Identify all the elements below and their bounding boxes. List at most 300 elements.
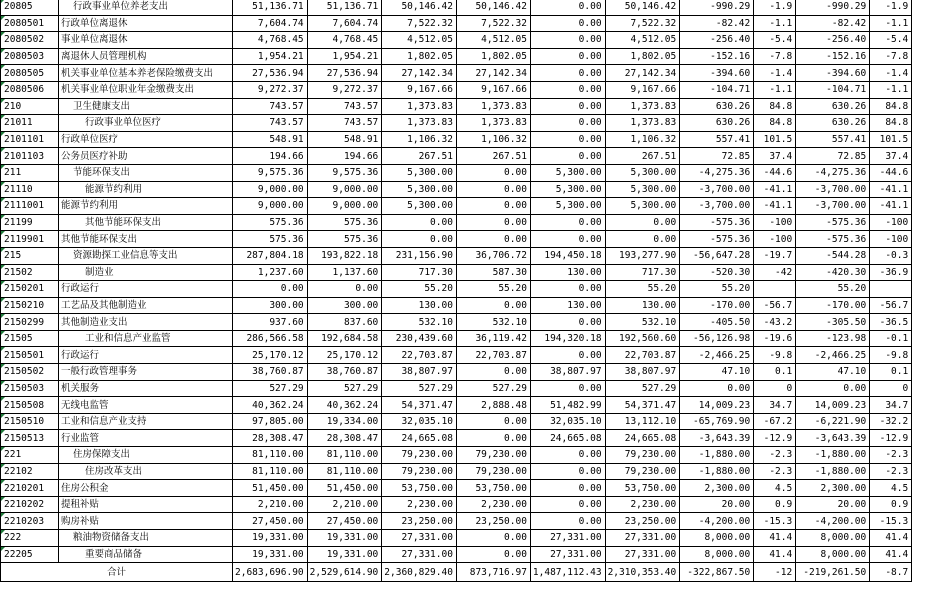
cell-value[interactable]: 40,362.24 xyxy=(307,397,382,414)
cell-value[interactable]: 101.5 xyxy=(754,131,796,148)
cell-name[interactable]: 行政事业单位医疗 xyxy=(59,115,233,132)
cell-value[interactable]: 97,805.00 xyxy=(233,413,308,430)
cell-value[interactable]: -6,221.90 xyxy=(796,413,870,430)
cell-code[interactable]: 2210202 xyxy=(1,496,59,513)
cell-code[interactable]: 21011 xyxy=(1,115,59,132)
cell-value[interactable]: 9,000.00 xyxy=(307,198,382,215)
cell-code[interactable]: 2101103 xyxy=(1,148,59,165)
cell-value[interactable]: 47.10 xyxy=(680,364,754,381)
cell-value[interactable]: 14,009.23 xyxy=(680,397,754,414)
cell-value[interactable]: 1,106.32 xyxy=(382,131,457,148)
cell-value[interactable]: 7,522.32 xyxy=(456,15,530,32)
cell-name[interactable]: 卫生健康支出 xyxy=(59,98,233,115)
cell-value[interactable]: 38,807.97 xyxy=(530,364,605,381)
cell-value[interactable]: 527.29 xyxy=(233,380,308,397)
cell-value[interactable]: 548.91 xyxy=(307,131,382,148)
cell-value[interactable]: -152.16 xyxy=(796,48,870,65)
cell-value[interactable]: 81,110.00 xyxy=(307,447,382,464)
total-value[interactable]: 2,683,696.90 xyxy=(233,563,308,582)
cell-value[interactable]: 0.00 xyxy=(530,115,605,132)
cell-value[interactable]: -19.7 xyxy=(754,247,796,264)
cell-name[interactable]: 其他节能环保支出 xyxy=(59,214,233,231)
cell-value[interactable]: 79,230.00 xyxy=(605,447,680,464)
cell-value[interactable]: 27,536.94 xyxy=(307,65,382,82)
cell-value[interactable]: 0.00 xyxy=(456,231,530,248)
cell-value[interactable]: -4,200.00 xyxy=(680,513,754,530)
cell-value[interactable]: 1,373.83 xyxy=(456,115,530,132)
cell-value[interactable]: -56,647.28 xyxy=(680,247,754,264)
cell-value[interactable]: 1,106.32 xyxy=(456,131,530,148)
cell-value[interactable]: 0.00 xyxy=(530,98,605,115)
cell-value[interactable]: -2,466.25 xyxy=(680,347,754,364)
cell-value[interactable]: 27,536.94 xyxy=(233,65,308,82)
cell-value[interactable]: 28,308.47 xyxy=(307,430,382,447)
cell-name[interactable]: 工业和信息产业监管 xyxy=(59,330,233,347)
cell-value[interactable]: -104.71 xyxy=(680,81,754,98)
cell-code[interactable]: 21199 xyxy=(1,214,59,231)
cell-name[interactable]: 资源勘探工业信息等支出 xyxy=(59,247,233,264)
cell-code[interactable]: 2150513 xyxy=(1,430,59,447)
cell-value[interactable]: 53,750.00 xyxy=(605,480,680,497)
cell-name[interactable]: 节能环保支出 xyxy=(59,164,233,181)
cell-value[interactable]: -36.5 xyxy=(870,314,912,331)
cell-value[interactable]: 557.41 xyxy=(796,131,870,148)
cell-value[interactable]: 79,230.00 xyxy=(456,463,530,480)
cell-value[interactable]: 0.00 xyxy=(456,297,530,314)
cell-value[interactable]: 5,300.00 xyxy=(382,181,457,198)
cell-value[interactable]: 5,300.00 xyxy=(530,164,605,181)
cell-value[interactable]: 19,331.00 xyxy=(233,530,308,547)
cell-value[interactable]: 0.00 xyxy=(382,231,457,248)
cell-value[interactable]: 27,331.00 xyxy=(530,530,605,547)
cell-value[interactable]: -575.36 xyxy=(796,231,870,248)
cell-value[interactable]: 575.36 xyxy=(307,231,382,248)
cell-value[interactable]: 0.00 xyxy=(530,231,605,248)
cell-value[interactable]: 532.10 xyxy=(605,314,680,331)
cell-value[interactable]: 5,300.00 xyxy=(605,181,680,198)
cell-code[interactable]: 211 xyxy=(1,164,59,181)
cell-value[interactable]: -3,700.00 xyxy=(680,198,754,215)
cell-value[interactable]: 51,136.71 xyxy=(233,0,308,15)
cell-value[interactable]: 0.00 xyxy=(530,32,605,49)
cell-value[interactable]: -575.36 xyxy=(680,214,754,231)
cell-name[interactable]: 机关服务 xyxy=(59,380,233,397)
cell-value[interactable]: -305.50 xyxy=(796,314,870,331)
cell-value[interactable]: 532.10 xyxy=(382,314,457,331)
cell-code[interactable]: 2150201 xyxy=(1,281,59,298)
cell-value[interactable]: -3,643.39 xyxy=(680,430,754,447)
cell-value[interactable]: -0.1 xyxy=(870,330,912,347)
cell-code[interactable]: 215 xyxy=(1,247,59,264)
cell-value[interactable]: 55.20 xyxy=(796,281,870,298)
cell-value[interactable]: 0.00 xyxy=(530,214,605,231)
cell-value[interactable]: 38,807.97 xyxy=(382,364,457,381)
cell-code[interactable]: 21110 xyxy=(1,181,59,198)
cell-value[interactable]: -15.3 xyxy=(870,513,912,530)
total-value[interactable]: 2,360,829.40 xyxy=(382,563,457,582)
cell-value[interactable]: -152.16 xyxy=(680,48,754,65)
cell-value[interactable]: 0.00 xyxy=(530,380,605,397)
cell-value[interactable]: 0.00 xyxy=(530,65,605,82)
cell-value[interactable]: 81,110.00 xyxy=(307,463,382,480)
cell-value[interactable]: 4,512.05 xyxy=(605,32,680,49)
total-value[interactable]: -8.7 xyxy=(870,563,912,582)
cell-value[interactable]: 0.00 xyxy=(530,347,605,364)
cell-value[interactable]: -3,700.00 xyxy=(796,181,870,198)
cell-value[interactable]: 527.29 xyxy=(605,380,680,397)
cell-value[interactable]: 192,560.60 xyxy=(605,330,680,347)
cell-value[interactable]: 575.36 xyxy=(233,214,308,231)
cell-value[interactable]: 0.00 xyxy=(605,214,680,231)
cell-value[interactable]: -544.28 xyxy=(796,247,870,264)
cell-value[interactable]: -44.6 xyxy=(754,164,796,181)
cell-value[interactable]: 575.36 xyxy=(307,214,382,231)
cell-value[interactable]: 130.00 xyxy=(530,297,605,314)
cell-value[interactable]: 55.20 xyxy=(456,281,530,298)
cell-value[interactable]: 28,308.47 xyxy=(233,430,308,447)
cell-value[interactable]: 1,802.05 xyxy=(456,48,530,65)
cell-value[interactable]: -100 xyxy=(754,214,796,231)
cell-value[interactable]: -43.2 xyxy=(754,314,796,331)
cell-value[interactable]: 7,522.32 xyxy=(605,15,680,32)
cell-value[interactable]: 0.1 xyxy=(754,364,796,381)
cell-value[interactable]: -170.00 xyxy=(680,297,754,314)
cell-value[interactable]: 38,760.87 xyxy=(233,364,308,381)
cell-value[interactable]: 937.60 xyxy=(233,314,308,331)
cell-value[interactable]: 1,373.83 xyxy=(605,98,680,115)
cell-value[interactable]: -1,880.00 xyxy=(680,463,754,480)
cell-value[interactable]: 9,000.00 xyxy=(233,198,308,215)
cell-value[interactable]: -56.7 xyxy=(870,297,912,314)
cell-value[interactable]: 231,156.90 xyxy=(382,247,457,264)
cell-value[interactable]: 79,230.00 xyxy=(605,463,680,480)
cell-code[interactable]: 2150503 xyxy=(1,380,59,397)
cell-value[interactable]: 27,331.00 xyxy=(605,530,680,547)
cell-value[interactable]: -82.42 xyxy=(796,15,870,32)
cell-value[interactable]: 81,110.00 xyxy=(233,463,308,480)
cell-value[interactable]: 9,167.66 xyxy=(605,81,680,98)
cell-value[interactable]: -100 xyxy=(870,214,912,231)
cell-value[interactable]: -65,769.90 xyxy=(680,413,754,430)
cell-value[interactable]: 130.00 xyxy=(530,264,605,281)
cell-code[interactable]: 222 xyxy=(1,530,59,547)
cell-code[interactable]: 2210203 xyxy=(1,513,59,530)
cell-value[interactable]: 0.9 xyxy=(754,496,796,513)
cell-value[interactable]: 0.00 xyxy=(530,496,605,513)
cell-value[interactable]: 193,822.18 xyxy=(307,247,382,264)
cell-value[interactable]: 0.00 xyxy=(530,447,605,464)
cell-value[interactable]: -82.42 xyxy=(680,15,754,32)
cell-code[interactable]: 2150501 xyxy=(1,347,59,364)
cell-value[interactable]: 27,450.00 xyxy=(233,513,308,530)
cell-value[interactable]: 22,703.87 xyxy=(382,347,457,364)
cell-name[interactable]: 机关事业单位职业年金缴费支出 xyxy=(59,81,233,98)
cell-value[interactable]: 0.00 xyxy=(530,480,605,497)
cell-value[interactable]: -256.40 xyxy=(796,32,870,49)
cell-name[interactable]: 行政单位离退休 xyxy=(59,15,233,32)
cell-value[interactable]: 5,300.00 xyxy=(382,164,457,181)
cell-value[interactable]: 19,331.00 xyxy=(307,546,382,563)
cell-name[interactable]: 提租补贴 xyxy=(59,496,233,513)
cell-value[interactable]: 1,373.83 xyxy=(456,98,530,115)
cell-value[interactable]: 557.41 xyxy=(680,131,754,148)
cell-value[interactable]: 51,450.00 xyxy=(307,480,382,497)
cell-value[interactable]: -36.9 xyxy=(870,264,912,281)
cell-value[interactable]: 41.4 xyxy=(754,530,796,547)
cell-code[interactable]: 221 xyxy=(1,447,59,464)
cell-value[interactable]: -2,466.25 xyxy=(796,347,870,364)
cell-value[interactable]: 2,300.00 xyxy=(680,480,754,497)
cell-value[interactable]: -1.1 xyxy=(870,81,912,98)
cell-value[interactable]: -5.4 xyxy=(754,32,796,49)
cell-value[interactable]: 20.00 xyxy=(796,496,870,513)
cell-value[interactable]: 55.20 xyxy=(382,281,457,298)
cell-value[interactable]: -1.9 xyxy=(754,0,796,15)
cell-name[interactable]: 住房改革支出 xyxy=(59,463,233,480)
cell-value[interactable]: 72.85 xyxy=(796,148,870,165)
cell-value[interactable]: 53,750.00 xyxy=(456,480,530,497)
cell-name[interactable]: 一般行政管理事务 xyxy=(59,364,233,381)
cell-value[interactable]: 0.00 xyxy=(530,15,605,32)
cell-value[interactable]: 0.00 xyxy=(456,430,530,447)
cell-name[interactable]: 购房补贴 xyxy=(59,513,233,530)
cell-value[interactable]: -394.60 xyxy=(796,65,870,82)
cell-value[interactable]: 7,604.74 xyxy=(307,15,382,32)
cell-value[interactable]: 14,009.23 xyxy=(796,397,870,414)
cell-value[interactable]: 230,439.60 xyxy=(382,330,457,347)
cell-value[interactable]: 47.10 xyxy=(796,364,870,381)
cell-value[interactable]: -19.6 xyxy=(754,330,796,347)
cell-name[interactable]: 行政事业单位养老支出 xyxy=(59,0,233,15)
cell-value[interactable]: -1.4 xyxy=(754,65,796,82)
cell-value[interactable]: -1.1 xyxy=(754,81,796,98)
cell-code[interactable]: 2150299 xyxy=(1,314,59,331)
cell-value[interactable]: 2,230.00 xyxy=(382,496,457,513)
cell-value[interactable]: -520.30 xyxy=(680,264,754,281)
cell-value[interactable]: 41.4 xyxy=(754,546,796,563)
cell-value[interactable]: 32,035.10 xyxy=(382,413,457,430)
cell-value[interactable]: 630.26 xyxy=(680,98,754,115)
cell-value[interactable]: 19,334.00 xyxy=(307,413,382,430)
cell-value[interactable]: 34.7 xyxy=(870,397,912,414)
cell-value[interactable]: -12.9 xyxy=(870,430,912,447)
cell-value[interactable]: 40,362.24 xyxy=(233,397,308,414)
cell-code[interactable]: 2080505 xyxy=(1,65,59,82)
cell-value[interactable]: 0.00 xyxy=(233,281,308,298)
cell-value[interactable]: 527.29 xyxy=(307,380,382,397)
cell-value[interactable]: -575.36 xyxy=(680,231,754,248)
cell-value[interactable]: 743.57 xyxy=(233,98,308,115)
cell-name[interactable]: 无线电监管 xyxy=(59,397,233,414)
cell-value[interactable]: 84.8 xyxy=(870,98,912,115)
cell-name[interactable]: 工业和信息产业支持 xyxy=(59,413,233,430)
cell-name[interactable]: 住房保障支出 xyxy=(59,447,233,464)
cell-value[interactable]: -170.00 xyxy=(796,297,870,314)
cell-value[interactable]: 743.57 xyxy=(307,98,382,115)
cell-value[interactable]: 4,512.05 xyxy=(456,32,530,49)
cell-value[interactable]: -104.71 xyxy=(796,81,870,98)
cell-value[interactable]: -41.1 xyxy=(870,198,912,215)
cell-code[interactable]: 2080501 xyxy=(1,15,59,32)
cell-value[interactable]: 19,331.00 xyxy=(233,546,308,563)
cell-value[interactable]: 0.00 xyxy=(382,214,457,231)
cell-value[interactable]: -394.60 xyxy=(680,65,754,82)
cell-value[interactable]: 84.8 xyxy=(754,115,796,132)
cell-value[interactable]: 0.00 xyxy=(456,364,530,381)
cell-value[interactable]: 2,230.00 xyxy=(605,496,680,513)
cell-value[interactable]: -9.8 xyxy=(870,347,912,364)
cell-value[interactable]: 9,272.37 xyxy=(307,81,382,98)
cell-value[interactable]: 4,512.05 xyxy=(382,32,457,49)
cell-value[interactable]: 13,112.10 xyxy=(605,413,680,430)
cell-value[interactable]: 41.4 xyxy=(870,530,912,547)
cell-name[interactable]: 机关事业单位基本养老保险缴费支出 xyxy=(59,65,233,82)
cell-value[interactable]: 51,482.99 xyxy=(530,397,605,414)
cell-name[interactable]: 行政运行 xyxy=(59,347,233,364)
cell-value[interactable]: -1.1 xyxy=(870,15,912,32)
cell-name[interactable]: 行业监管 xyxy=(59,430,233,447)
cell-name[interactable]: 工艺品及其他制造业 xyxy=(59,297,233,314)
cell-value[interactable]: 101.5 xyxy=(870,131,912,148)
cell-value[interactable]: -3,643.39 xyxy=(796,430,870,447)
cell-value[interactable]: 8,000.00 xyxy=(796,546,870,563)
cell-value[interactable]: 2,300.00 xyxy=(796,480,870,497)
cell-value[interactable]: 267.51 xyxy=(605,148,680,165)
cell-code[interactable]: 22102 xyxy=(1,463,59,480)
cell-value[interactable]: -41.1 xyxy=(870,181,912,198)
cell-value[interactable]: 79,230.00 xyxy=(382,463,457,480)
cell-name[interactable]: 能源节约利用 xyxy=(59,181,233,198)
cell-value[interactable]: 0.1 xyxy=(870,364,912,381)
cell-code[interactable]: 20805 xyxy=(1,0,59,15)
cell-value[interactable]: -9.8 xyxy=(754,347,796,364)
cell-value[interactable]: 7,522.32 xyxy=(382,15,457,32)
cell-value[interactable]: 5,300.00 xyxy=(605,198,680,215)
cell-value[interactable]: 36,119.42 xyxy=(456,330,530,347)
cell-value[interactable]: 9,575.36 xyxy=(233,164,308,181)
cell-value[interactable]: 8,000.00 xyxy=(680,530,754,547)
cell-value[interactable]: 32,035.10 xyxy=(530,413,605,430)
cell-value[interactable]: -1.1 xyxy=(754,15,796,32)
cell-value[interactable]: -3,700.00 xyxy=(796,198,870,215)
cell-value[interactable]: 50,146.42 xyxy=(605,0,680,15)
cell-value[interactable]: 0.00 xyxy=(307,281,382,298)
cell-value[interactable]: 27,331.00 xyxy=(530,546,605,563)
cell-value[interactable]: 267.51 xyxy=(456,148,530,165)
cell-value[interactable]: -2.3 xyxy=(754,447,796,464)
cell-name[interactable]: 其他节能环保支出 xyxy=(59,231,233,248)
cell-value[interactable]: 1,237.60 xyxy=(233,264,308,281)
cell-value[interactable]: -7.8 xyxy=(870,48,912,65)
cell-value[interactable]: 717.30 xyxy=(382,264,457,281)
cell-value[interactable]: -990.29 xyxy=(796,0,870,15)
cell-value[interactable]: -990.29 xyxy=(680,0,754,15)
cell-value[interactable]: 0.00 xyxy=(530,463,605,480)
cell-value[interactable]: 5,300.00 xyxy=(530,181,605,198)
cell-value[interactable]: 630.26 xyxy=(796,98,870,115)
cell-value[interactable]: 0.00 xyxy=(680,380,754,397)
cell-value[interactable]: 286,566.58 xyxy=(233,330,308,347)
cell-name[interactable]: 离退休人员管理机构 xyxy=(59,48,233,65)
cell-value[interactable]: -15.3 xyxy=(754,513,796,530)
cell-value[interactable]: 548.91 xyxy=(233,131,308,148)
cell-value[interactable]: 130.00 xyxy=(605,297,680,314)
cell-value[interactable]: 55.20 xyxy=(605,281,680,298)
cell-value[interactable]: 24,665.08 xyxy=(382,430,457,447)
cell-value[interactable]: 300.00 xyxy=(307,297,382,314)
cell-value[interactable]: 0.00 xyxy=(530,131,605,148)
cell-value[interactable]: 9,575.36 xyxy=(307,164,382,181)
cell-value[interactable]: 27,331.00 xyxy=(382,530,457,547)
cell-value[interactable]: 79,230.00 xyxy=(456,447,530,464)
cell-code[interactable]: 2210201 xyxy=(1,480,59,497)
cell-value[interactable]: 27,142.34 xyxy=(605,65,680,82)
cell-value[interactable]: 0.00 xyxy=(530,314,605,331)
cell-value[interactable]: 287,804.18 xyxy=(233,247,308,264)
cell-value[interactable]: -7.8 xyxy=(754,48,796,65)
cell-value[interactable]: 0.00 xyxy=(530,148,605,165)
cell-value[interactable]: 0.00 xyxy=(530,48,605,65)
cell-value[interactable]: 5,300.00 xyxy=(605,164,680,181)
cell-value[interactable]: -2.3 xyxy=(870,447,912,464)
cell-value[interactable]: 1,802.05 xyxy=(605,48,680,65)
cell-code[interactable]: 2150210 xyxy=(1,297,59,314)
cell-value[interactable]: 527.29 xyxy=(456,380,530,397)
cell-value[interactable]: 50,146.42 xyxy=(456,0,530,15)
cell-value[interactable]: 72.85 xyxy=(680,148,754,165)
cell-value[interactable]: 51,136.71 xyxy=(307,0,382,15)
cell-value[interactable]: 0.9 xyxy=(870,496,912,513)
total-value[interactable]: 1,487,112.43 xyxy=(530,563,605,582)
cell-value[interactable]: -56,126.98 xyxy=(680,330,754,347)
cell-value[interactable]: 81,110.00 xyxy=(233,447,308,464)
cell-value[interactable]: 41.4 xyxy=(870,546,912,563)
cell-code[interactable]: 2080502 xyxy=(1,32,59,49)
cell-value[interactable]: 2,230.00 xyxy=(456,496,530,513)
cell-value[interactable]: 193,277.90 xyxy=(605,247,680,264)
cell-name[interactable]: 重要商品储备 xyxy=(59,546,233,563)
cell-value[interactable]: 1,373.83 xyxy=(382,98,457,115)
cell-value[interactable]: 575.36 xyxy=(233,231,308,248)
cell-value[interactable]: 5,300.00 xyxy=(530,198,605,215)
cell-value[interactable]: 36,706.72 xyxy=(456,247,530,264)
cell-value[interactable]: 53,750.00 xyxy=(382,480,457,497)
cell-value[interactable]: 4,768.45 xyxy=(233,32,308,49)
cell-value[interactable]: -67.2 xyxy=(754,413,796,430)
cell-value[interactable]: 9,167.66 xyxy=(382,81,457,98)
cell-value[interactable]: 300.00 xyxy=(233,297,308,314)
cell-value[interactable]: 0.00 xyxy=(456,214,530,231)
cell-value[interactable]: -1.4 xyxy=(870,65,912,82)
cell-value[interactable]: 4.5 xyxy=(754,480,796,497)
cell-value[interactable]: 55.20 xyxy=(680,281,754,298)
cell-value[interactable]: 2,210.00 xyxy=(233,496,308,513)
cell-value[interactable]: 717.30 xyxy=(605,264,680,281)
cell-value[interactable]: 27,142.34 xyxy=(382,65,457,82)
cell-value[interactable]: 194.66 xyxy=(307,148,382,165)
cell-value[interactable]: 9,272.37 xyxy=(233,81,308,98)
cell-value[interactable]: 2,888.48 xyxy=(456,397,530,414)
cell-value[interactable]: 0.00 xyxy=(456,546,530,563)
cell-code[interactable]: 21502 xyxy=(1,264,59,281)
cell-value[interactable]: 267.51 xyxy=(382,148,457,165)
cell-name[interactable]: 行政单位医疗 xyxy=(59,131,233,148)
cell-value[interactable]: 0.00 xyxy=(456,181,530,198)
cell-value[interactable]: 527.29 xyxy=(382,380,457,397)
cell-value[interactable]: 587.30 xyxy=(456,264,530,281)
cell-code[interactable]: 2101101 xyxy=(1,131,59,148)
cell-value[interactable]: 23,250.00 xyxy=(456,513,530,530)
